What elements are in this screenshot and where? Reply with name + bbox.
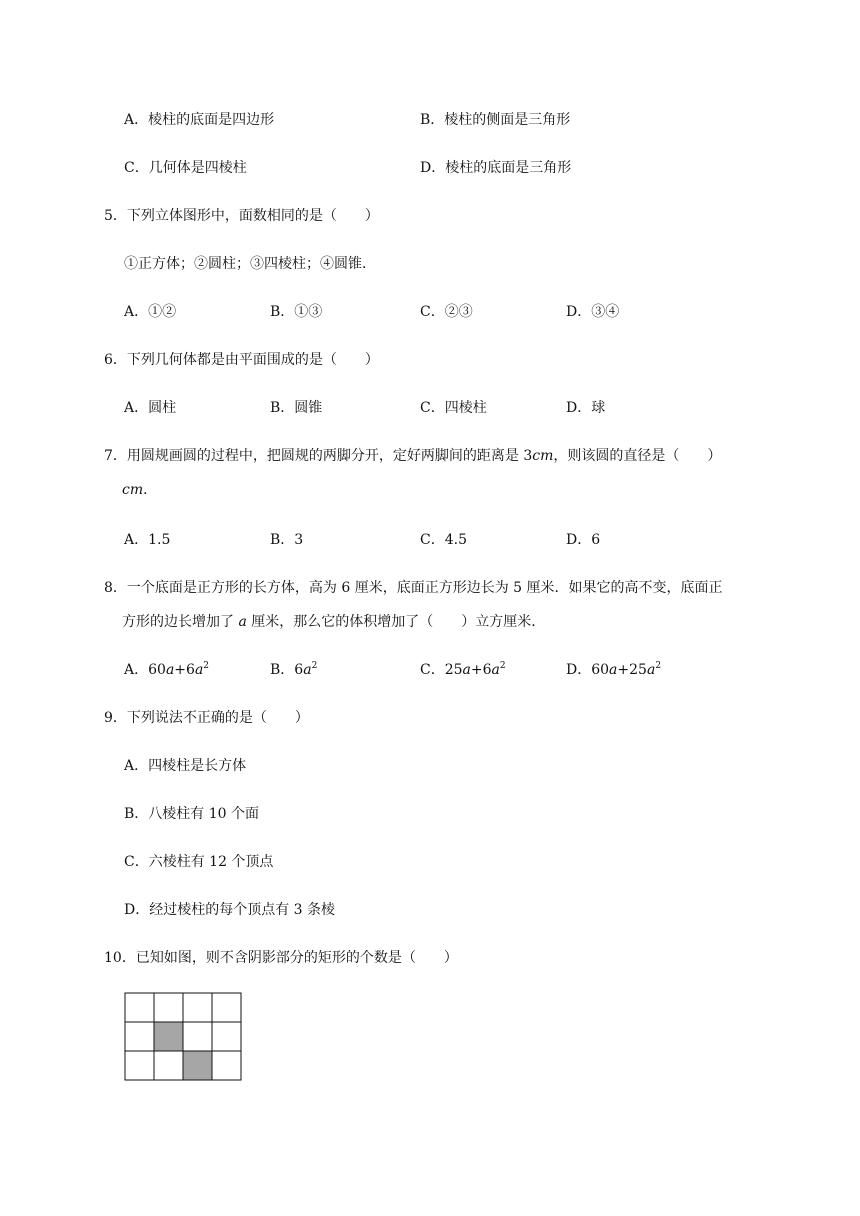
q8-stem-var: a (238, 614, 247, 630)
grid-cell (125, 1022, 154, 1051)
q8-stem-line2-b: 厘米，那么它的体积增加了（ ）立方厘米． (246, 614, 546, 630)
q5-stem: 5．下列立体图形中，面数相同的是（ ） (104, 208, 379, 224)
q5-option-a: A．①② (124, 304, 177, 320)
q7-stem-text-a: 7．用圆规画圆的过程中，把圆规的两脚分开，定好两脚间的距离是 3 (104, 448, 533, 464)
q8-a-mid: +6 (174, 662, 195, 678)
q8-a-var2: a (194, 662, 204, 678)
grid-cell (154, 993, 183, 1022)
q7-stem-line2-end: ． (143, 482, 158, 498)
q4-option-a: A．棱柱的底面是四边形 (124, 112, 275, 128)
q7-option-d: D．6 (566, 532, 601, 548)
q4-option-b: B．棱柱的侧面是三角形 (420, 112, 571, 128)
q6-option-b: B．圆锥 (270, 400, 323, 416)
q7-option-c: C．4.5 (420, 532, 467, 548)
q5-items: ①正方体；②圆柱；③四棱柱；④圆锥． (124, 256, 376, 272)
q9-option-a: A．四棱柱是长方体 (124, 758, 247, 774)
q9-option-d: D．经过棱柱的每个顶点有 3 条棱 (124, 902, 336, 918)
q8-d-mid: +25 (617, 662, 647, 678)
q8-b-var: a (303, 662, 312, 678)
q5-option-d: D．③④ (566, 304, 620, 320)
q7-stem-line2 (122, 480, 157, 500)
q8-a-var1: a (165, 662, 175, 678)
grid-cell (125, 993, 154, 1022)
q9-option-c: C．六棱柱有 12 个顶点 (124, 854, 274, 870)
q8-c-mid: +6 (470, 662, 492, 678)
q8-a-prefix: A．60 (124, 662, 166, 678)
q7-stem-unit: cm (532, 448, 554, 464)
q6-option-c: C．四棱柱 (420, 400, 487, 416)
grid-cell (125, 1051, 154, 1080)
q8-option-c (420, 660, 506, 680)
q7-stem-text-b: ，则该圆的直径是（ ） (553, 448, 722, 464)
q8-d-exponent: 2 (655, 661, 662, 671)
q8-stem-line2 (122, 612, 545, 632)
q8-d-var1: a (609, 662, 618, 678)
q7-option-b: B．3 (270, 532, 304, 548)
q8-c-var1: a (462, 662, 471, 678)
q5-option-c: C．②③ (420, 304, 473, 320)
q5-option-b: B．①③ (270, 304, 323, 320)
grid-cell (212, 1051, 241, 1080)
q10-grid-figure (124, 992, 242, 1082)
q9-stem: 9．下列说法不正确的是（ ） (104, 710, 309, 726)
q9-option-b: B．八棱柱有 10 个面 (124, 806, 260, 822)
q4-option-d: D．棱柱的底面是三角形 (420, 160, 572, 176)
grid-cell-shaded (154, 1022, 183, 1051)
grid-cell (183, 993, 212, 1022)
q8-stem-line1: 8．一个底面是正方形的长方体，高为 6 厘米，底面正方形边长为 5 厘米．如果它的高不变，底面正 (104, 580, 723, 596)
q8-b-exponent: 2 (311, 661, 318, 671)
q8-b-prefix: B．6 (270, 662, 304, 678)
q8-option-a (124, 660, 209, 680)
grid-cell (212, 993, 241, 1022)
q8-stem-line2-a: 方形的边长增加了 (122, 614, 239, 630)
q8-d-prefix: D．60 (566, 662, 610, 678)
q10-stem: 10．已知如图，则不含阴影部分的矩形的个数是（ ） (104, 950, 458, 966)
q6-stem: 6．下列几何体都是由平面围成的是（ ） (104, 352, 379, 368)
grid-cell (154, 1051, 183, 1080)
q8-c-prefix: C．25 (420, 662, 463, 678)
q7-option-a: A．1.5 (124, 532, 171, 548)
grid-cell (212, 1022, 241, 1051)
q8-d-var2: a (646, 662, 656, 678)
q8-option-d (566, 660, 661, 680)
q7-stem-line1 (104, 446, 721, 466)
q7-stem-line2-unit: cm (122, 482, 144, 498)
q8-option-b (270, 660, 317, 680)
q6-option-a: A．圆柱 (124, 400, 177, 416)
grid-cell (183, 1022, 212, 1051)
grid-cell-shaded (183, 1051, 212, 1080)
q4-option-c: C．几何体是四棱柱 (124, 160, 247, 176)
q6-option-d: D．球 (566, 400, 606, 416)
q8-c-exponent: 2 (499, 661, 506, 671)
q8-c-var2: a (491, 662, 500, 678)
q8-a-exponent: 2 (203, 661, 210, 671)
